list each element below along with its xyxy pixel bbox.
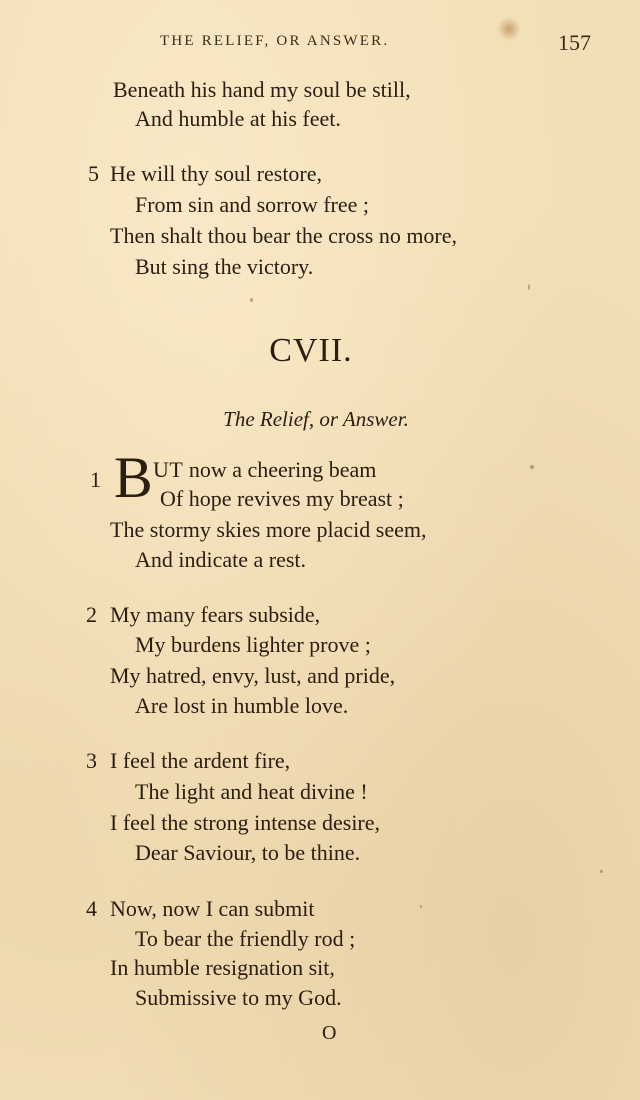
paper-speck xyxy=(250,298,253,302)
verse-line: Are lost in humble love. xyxy=(135,693,349,718)
verse-line: My burdens lighter prove ; xyxy=(135,632,371,657)
verse-line: The light and heat divine ! xyxy=(135,779,368,804)
signature-mark: O xyxy=(322,1022,337,1044)
hymn-number: CVII. xyxy=(269,332,353,369)
verse-line: But sing the victory. xyxy=(135,254,314,279)
verse-line: My many fears subside, xyxy=(110,602,321,627)
verse-line: I feel the ardent fire, xyxy=(110,748,291,773)
verse-line: The stormy skies more placid seem, xyxy=(110,517,427,542)
verse-line: And indicate a rest. xyxy=(135,547,307,572)
first-line-caps: UT xyxy=(153,457,184,482)
verse-line: And humble at his feet. xyxy=(135,106,341,131)
running-head: THE RELIEF, OR ANSWER. xyxy=(160,33,390,49)
verse-line: Dear Saviour, to be thine. xyxy=(135,840,361,865)
verse-line: Of hope revives my breast ; xyxy=(160,486,404,511)
verse-line: My hatred, envy, lust, and pride, xyxy=(110,663,396,688)
verse-line: I feel the strong intense desire, xyxy=(110,810,381,835)
drop-cap: B xyxy=(114,445,153,510)
verse-line: He will thy soul restore, xyxy=(110,161,323,186)
verse-line: Submissive to my God. xyxy=(135,985,342,1010)
verse-line: To bear the friendly rod ; xyxy=(135,926,356,951)
verse-number: 5 xyxy=(88,161,99,186)
verse-line: From sin and sorrow free ; xyxy=(135,192,370,217)
paper-speck xyxy=(530,465,534,469)
verse-line: Then shalt thou bear the cross no more, xyxy=(110,223,458,248)
verse-line: Now, now I can submit xyxy=(110,896,315,921)
verse-number: 1 xyxy=(90,467,101,492)
verse-first-line xyxy=(153,459,376,481)
verse-line: Beneath his hand my soul be still, xyxy=(113,77,411,102)
verse-number: 2 xyxy=(86,602,97,627)
verse-line: In humble resignation sit, xyxy=(110,955,335,980)
paper-speck xyxy=(420,905,422,908)
verse-number: 3 xyxy=(86,748,97,773)
hymn-title: The Relief, or Answer. xyxy=(223,407,409,431)
paper-speck xyxy=(528,284,530,290)
first-line-rest: now a cheering beam xyxy=(183,457,377,482)
ink-stain xyxy=(498,16,520,42)
verse-number: 4 xyxy=(86,896,97,921)
paper-speck xyxy=(600,870,603,873)
page-number: 157 xyxy=(558,30,591,55)
